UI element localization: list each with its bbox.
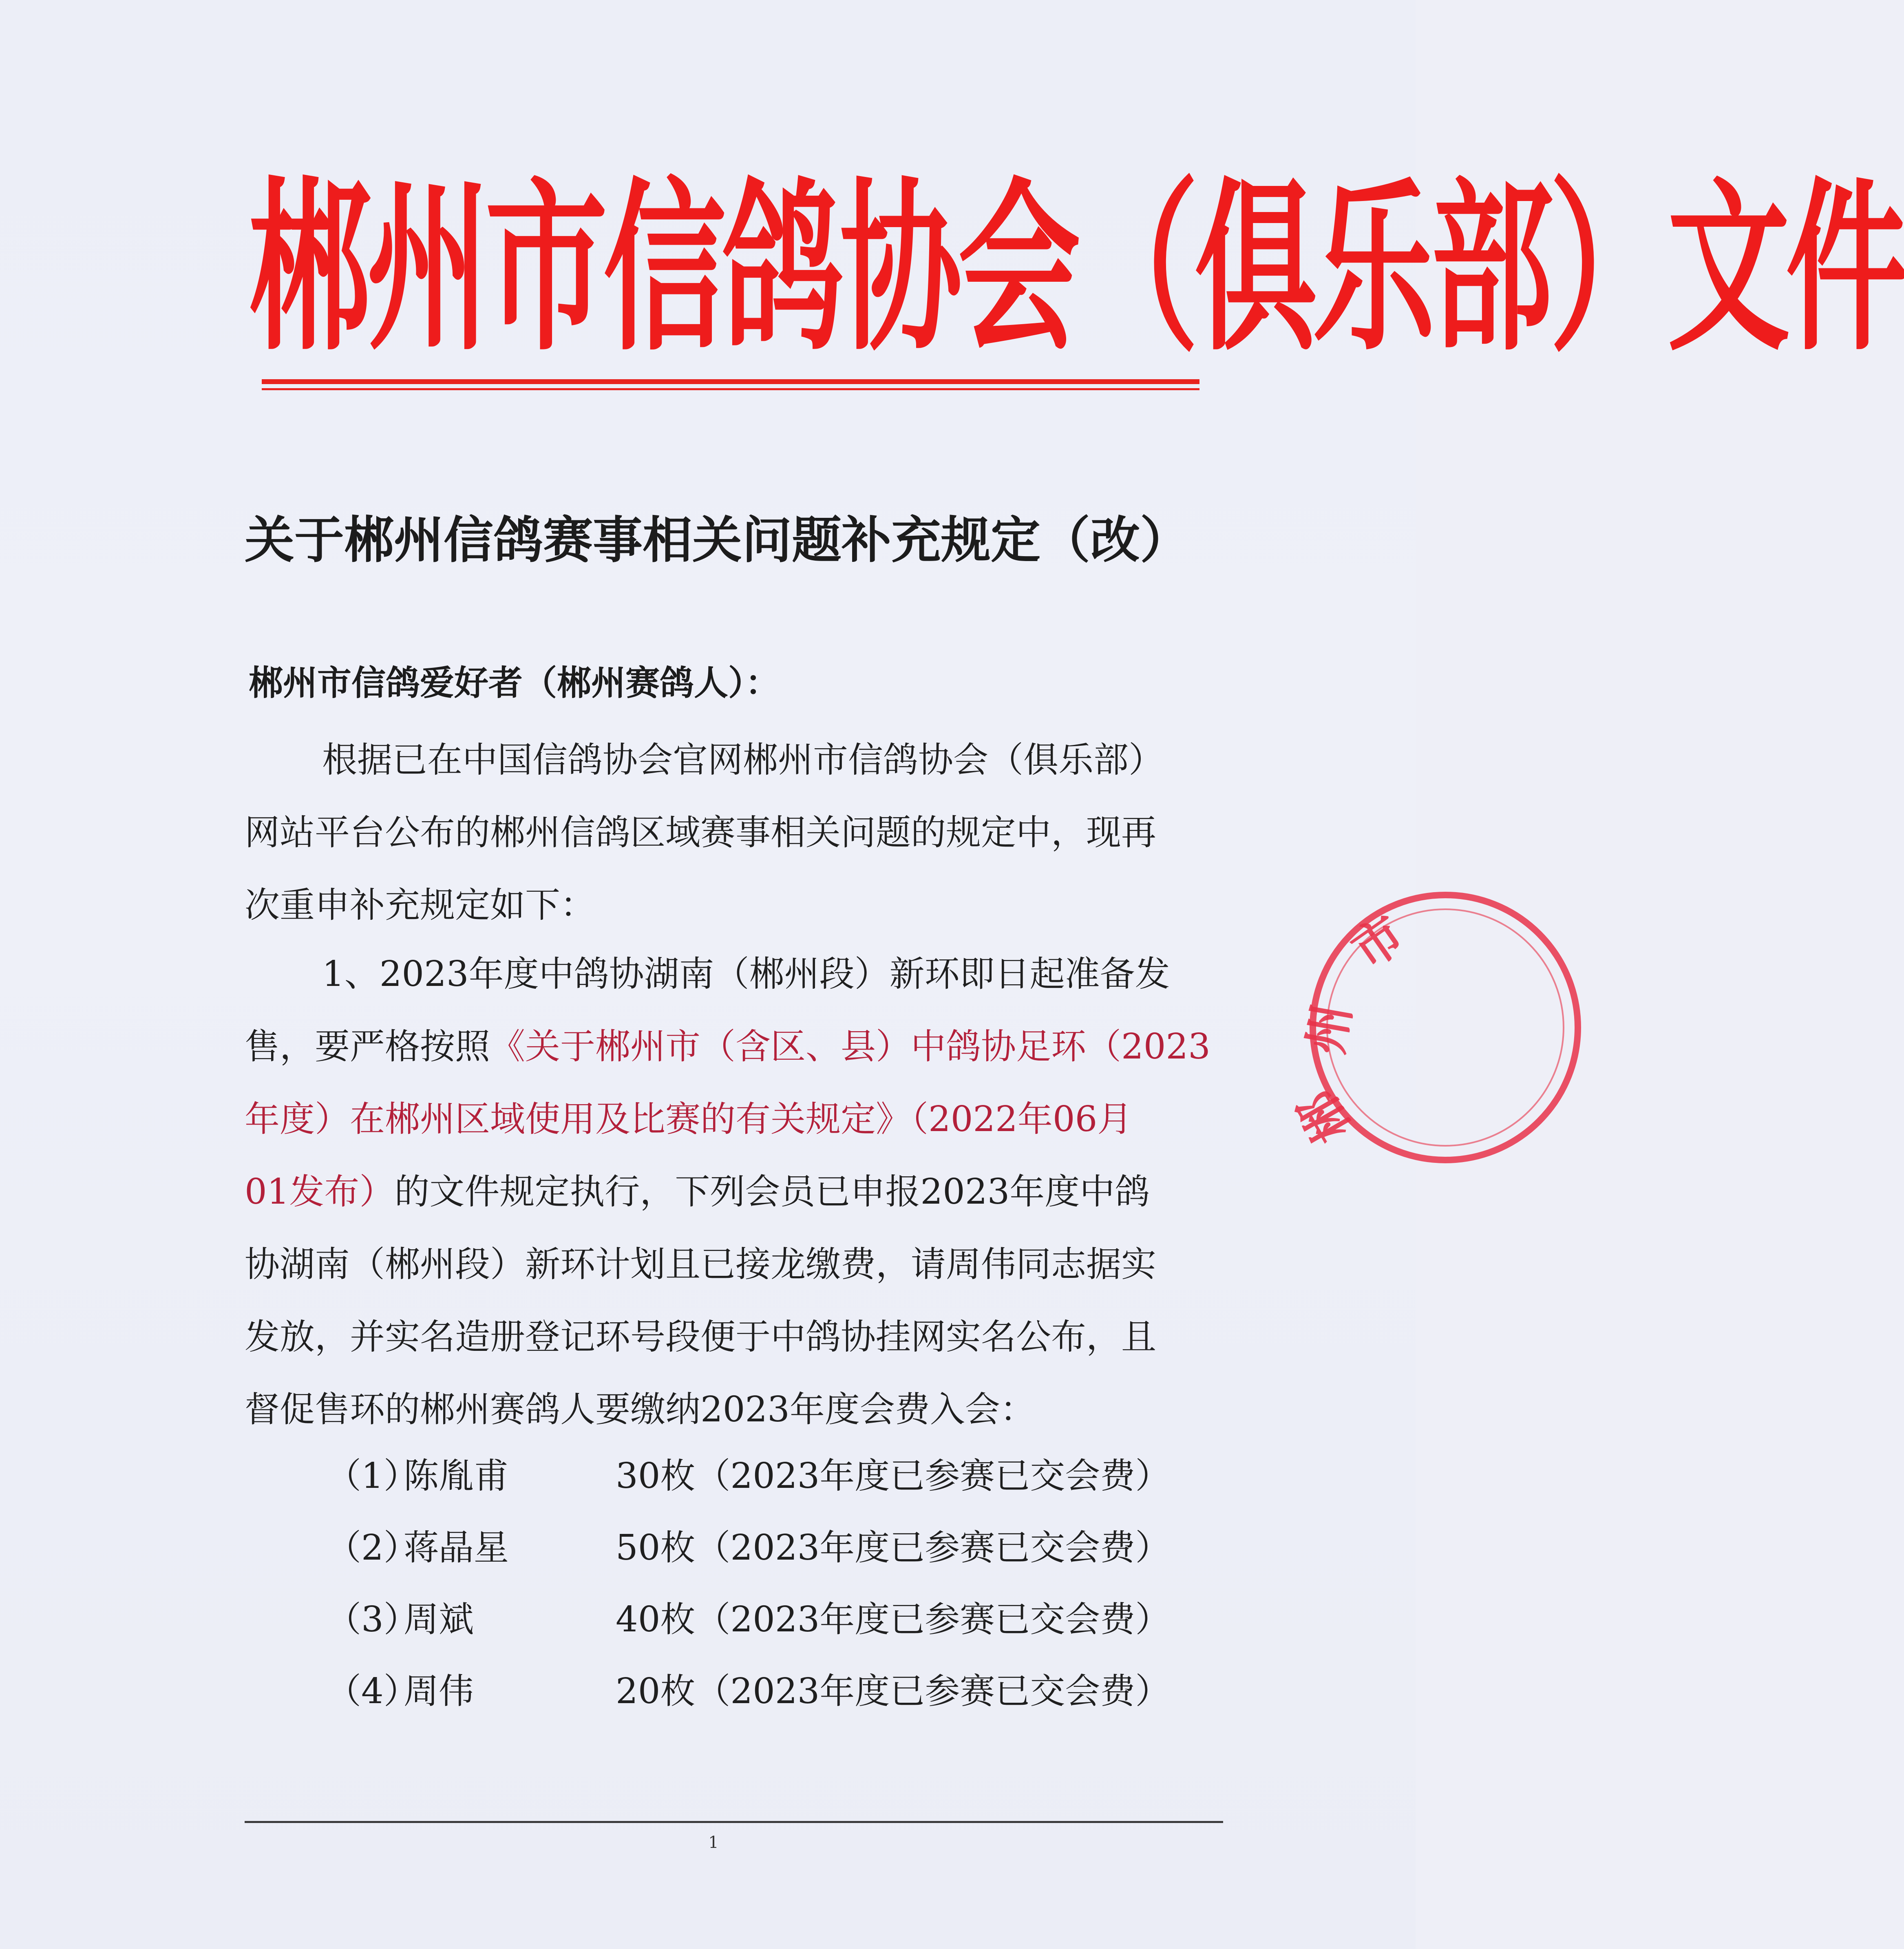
member-ring-count: 50枚（2023年度已参赛已交会费） xyxy=(616,1527,1171,1568)
letterhead-red-rule xyxy=(262,379,1199,384)
member-name: 周斌 xyxy=(404,1599,474,1640)
salutation: 郴州市信鸽爱好者（郴州赛鸽人）： xyxy=(249,663,780,703)
member-item xyxy=(326,1584,1170,1655)
referenced-regulation-date: 01发布） xyxy=(245,1171,395,1212)
paragraph-line: 1、2023年度中鸽协湖南（郴州段）新环即日起准备发 xyxy=(322,954,1170,994)
svg-text:州: 州 xyxy=(1297,1000,1362,1058)
member-ring-count: 40枚（2023年度已参赛已交会费） xyxy=(616,1599,1171,1640)
paragraph-text: 的文件规定执行，下列会员已申报2023年度中鸽 xyxy=(394,1171,1150,1212)
member-item xyxy=(326,1440,1170,1512)
svg-text:郴: 郴 xyxy=(1288,1081,1362,1152)
member-item xyxy=(326,1655,1170,1727)
paragraph-line xyxy=(245,1156,1207,1228)
paragraph-line xyxy=(245,1010,1210,1083)
member-name: 陈胤甫 xyxy=(404,1456,509,1496)
seal-icon xyxy=(1288,885,1416,1170)
member-item xyxy=(326,1512,1170,1584)
member-name: 蒋晶星 xyxy=(404,1527,509,1568)
paragraph-line: 发放，并实名造册登记环号段便于中鸽协挂网实名公布，且 xyxy=(245,1317,1156,1357)
paragraph-line: 网站平台公布的郴州信鸽区域赛事相关问题的规定中，现再 xyxy=(245,812,1156,853)
footer-rule xyxy=(245,1821,1223,1823)
paragraph-intro xyxy=(245,724,1207,941)
paragraph-line: 督促售环的郴州赛鸽人要缴纳2023年度会费入会： xyxy=(245,1389,1035,1430)
member-index: （1） xyxy=(326,1456,419,1496)
paragraph-line: 次重申补充规定如下： xyxy=(245,885,595,926)
paragraph-rule-1 xyxy=(245,938,1210,1446)
member-name: 周伟 xyxy=(404,1671,474,1712)
member-index: （3） xyxy=(326,1599,419,1640)
svg-text:市: 市 xyxy=(1342,906,1415,980)
member-index: （4） xyxy=(326,1671,419,1712)
member-list xyxy=(326,1440,1170,1727)
member-ring-count: 30枚（2023年度已参赛已交会费） xyxy=(616,1456,1171,1496)
official-seal-stamp xyxy=(1288,885,1416,1170)
letterhead-title: 郴州市信鸽协会（俱乐部）文件 xyxy=(249,162,1904,376)
paragraph-line: 根据已在中国信鸽协会官网郴州市信鸽协会（俱乐部） xyxy=(322,740,1164,780)
document-title: 关于郴州信鸽赛事相关问题补充规定（改） xyxy=(245,511,1190,569)
member-index: （2） xyxy=(326,1527,419,1568)
referenced-regulation-title: 《关于郴州市（含区、县）中鸽协足环（2023 xyxy=(490,1026,1210,1067)
paragraph-line: 协湖南（郴州段）新环计划且已接龙缴费，请周伟同志据实 xyxy=(245,1244,1156,1285)
referenced-regulation-title: 年度）在郴州区域使用及比赛的有关规定》（2022年06月 xyxy=(245,1099,1133,1140)
paragraph-text: 售，要严格按照 xyxy=(245,1026,490,1067)
letterhead-red-rule-thin xyxy=(262,388,1199,390)
member-ring-count: 20枚（2023年度已参赛已交会费） xyxy=(616,1671,1171,1712)
page-number: 1 xyxy=(708,1833,719,1852)
